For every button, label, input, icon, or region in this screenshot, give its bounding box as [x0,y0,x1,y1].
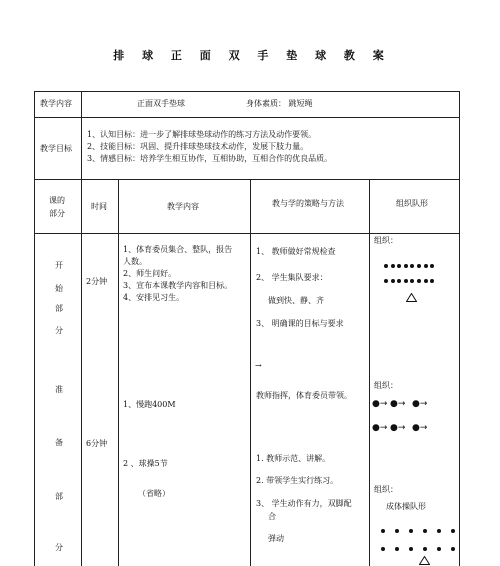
method-item: 3、 明确课的目标与要求 [256,319,344,328]
header-part-line2: 部分 [49,209,65,218]
row-divider [34,179,460,180]
method-item: 合 [268,512,276,521]
label-teaching-content: 教学内容 [40,99,72,108]
formation-label: 组织： [374,381,398,390]
header-method: 教与学的策略与方法 [272,199,344,208]
time-warmup: 6分钟 [86,439,108,448]
arrow-right-icon: ●→ [412,399,428,409]
content-item: 人数。 [123,257,147,266]
arrow-right-icon: ●→ [412,423,428,433]
method-item: 2. 带领学生实行练习。 [256,476,339,485]
column-divider [250,179,251,566]
content-item: 1、慢跑400M [123,400,176,409]
content-item: （省略） [138,489,170,498]
arrow-right-icon: ●→ [372,423,388,433]
column-divider [81,91,82,566]
table-border-left [34,91,35,566]
row-divider [34,117,460,118]
dot-row-icon [384,270,437,289]
method-item: 教师指挥，体育委员带领。 [256,391,352,400]
row-divider [34,233,460,234]
content-item: 3、宣布本课教学内容和目标。 [123,281,233,290]
arrow-right-icon: ●→ [372,399,388,409]
arrow-right-icon: ●→ [390,423,406,433]
formation-caption: 成体操队形 [386,502,426,511]
dot-row-icon [381,520,458,539]
content-item: 4、安排见习生。 [123,293,185,302]
content-item: 1、体育委员集合、整队，报告 [123,245,233,254]
method-item: 做到快、静、齐 [268,296,324,305]
method-item: 1. 教师示范、讲解。 [256,454,331,463]
goal-emotional: 3、情感目标：培养学生相互协作，互相协助，互相合作的优良品质。 [87,154,333,163]
content-item: 2、师生问好。 [123,269,177,278]
section-char: 分 [55,543,63,552]
section-char: 分 [55,326,63,335]
dot-row-icon [381,538,458,557]
header-formation: 组织队形 [396,199,428,208]
teaching-content-value: 正面双手垫球 [137,99,185,108]
method-item: 2、 学生集队要求： [256,273,328,282]
column-divider [118,179,119,566]
table-border-right [459,91,460,566]
formation-label: 组织： [374,236,398,245]
header-time: 时间 [91,202,107,211]
method-item: 3、 学生动作有力，双脚配 [256,499,352,508]
section-char: 部 [55,304,63,313]
arrow-right-icon: ●→ [390,399,406,409]
section-char: 部 [55,492,63,501]
header-part-line1: 课的 [49,196,65,205]
method-item: 1、 教师做好常规检查 [256,247,336,256]
section-char: 准 [55,385,63,394]
table-border-top [34,91,460,92]
header-content: 教学内容 [167,202,199,211]
section-char: 始 [55,284,63,293]
document-title: 排 球 正 面 双 手 垫 球 教 案 [113,49,387,62]
section-char: 开 [55,261,63,270]
column-divider [369,179,370,566]
goal-cognitive: 1、认知目标：进一步了解排球垫球动作的练习方法及动作要领。 [87,130,317,139]
method-item: 弹动 [268,534,284,543]
time-start: 2分钟 [86,277,108,286]
label-teaching-goals: 教学目标 [40,144,72,153]
formation-label: 组织： [374,485,398,494]
physical-quality-value: 身体素质： 跳短绳 [246,99,313,108]
method-arrow: → [255,361,262,370]
goal-skill: 2、技能目标：巩固、提升排球垫球技术动作，发展下肢力量。 [87,142,309,151]
content-item: 2 、球操5节 [123,459,168,468]
section-char: 备 [55,438,63,447]
